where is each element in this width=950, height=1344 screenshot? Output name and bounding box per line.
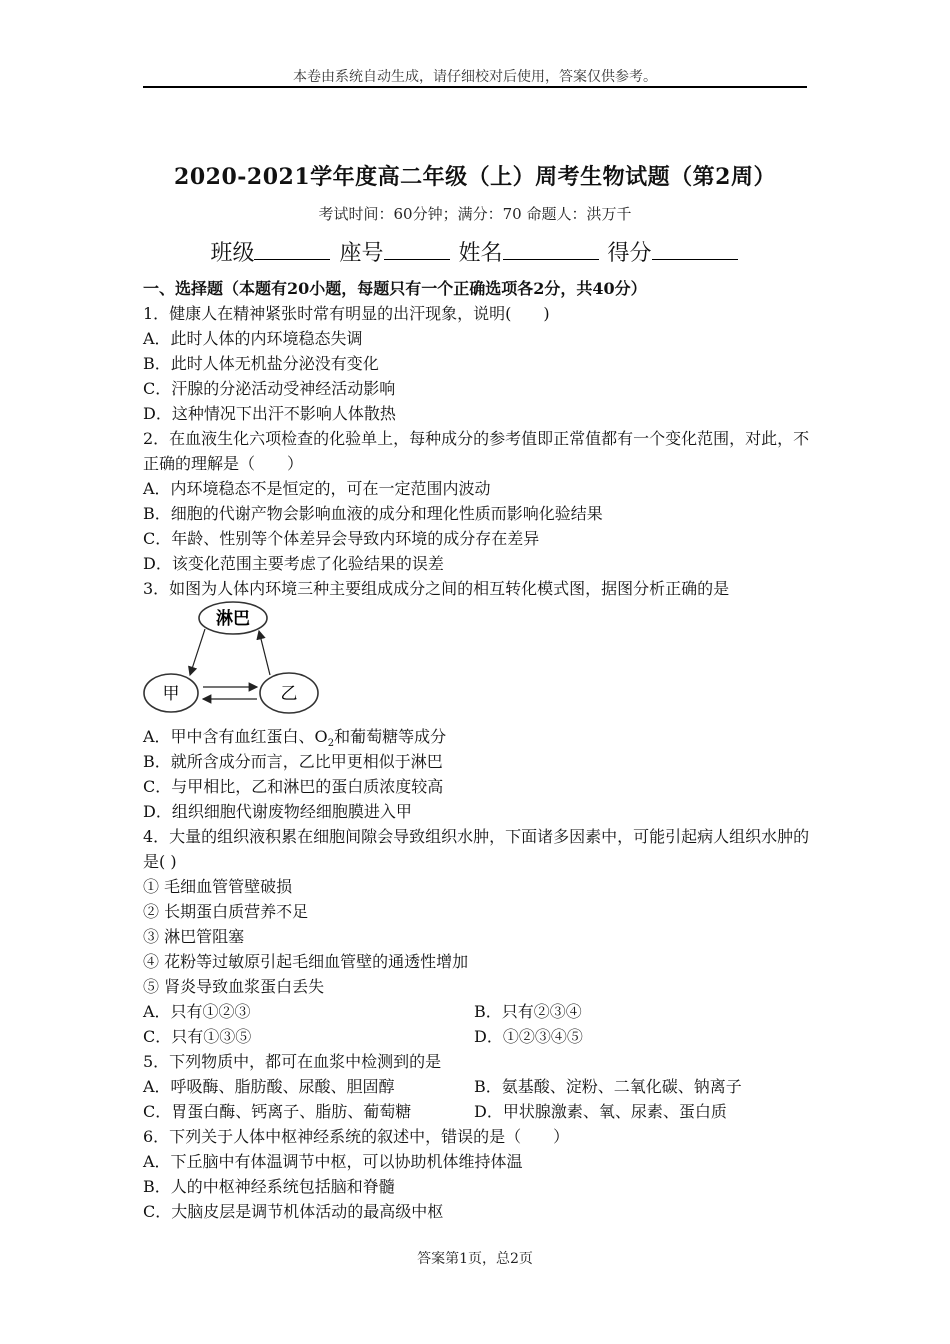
yi-to-lymph-arrow [259, 631, 270, 675]
question-6 [143, 1124, 811, 1224]
question-5 [143, 1049, 811, 1124]
option-a: A．只有①②③ [143, 1002, 251, 1021]
seat-blank[interactable] [384, 237, 450, 260]
exam-title: 2020-2021学年度高二年级（上）周考生物试题（第2周） [174, 164, 776, 190]
seat-label: 座号 [339, 241, 384, 266]
question-3 [143, 576, 811, 824]
question-content [143, 276, 811, 1224]
header-note: 本卷由系统自动生成，请仔细校对后使用，答案仅供参考。 [293, 69, 657, 85]
jia-label: 甲 [162, 684, 180, 704]
option-c: C．年龄、性别等个体差异会导致内环境的成分存在差异 [143, 529, 540, 548]
factor-item: ③ 淋巴管阻塞 [143, 927, 245, 946]
option-b: B．此时人体无机盐分泌没有变化 [143, 354, 379, 373]
oxygen-subscript: 2 [327, 738, 335, 750]
question-2 [143, 426, 811, 576]
option-d: D．组织细胞代谢废物经细胞膜进入甲 [143, 802, 412, 821]
option-a: A．呼吸酶、脂肪酸、尿酸、胆固醇 [143, 1077, 395, 1096]
option-d: D．这种情况下出汗不影响人体散热 [143, 404, 396, 423]
question-stem: 3．如图为人体内环境三种主要组成成分之间的相互转化模式图，据图分析正确的是 [143, 579, 730, 598]
question-stem: 5．下列物质中，都可在血浆中检测到的是 [143, 1052, 442, 1071]
options-row [143, 999, 811, 1024]
lymph-label: 淋巴 [216, 609, 250, 629]
question-1 [143, 301, 811, 426]
option-a-text-end: 和葡萄糖等成分 [334, 727, 447, 746]
score-label: 得分 [607, 241, 652, 266]
option-b: B．人的中枢神经系统包括脑和脊髓 [143, 1177, 395, 1196]
lymph-to-jia-arrow [190, 629, 205, 675]
option-a [143, 724, 811, 749]
option-d: D．①②③④⑤ [474, 1027, 583, 1046]
section-title: 一、选择题（本题有20小题，每题只有一个正确选项各2分，共40分） [143, 279, 647, 298]
factor-item: ⑤ 肾炎导致血浆蛋白丢失 [143, 977, 325, 996]
option-c: C．胃蛋白酶、钙离子、脂肪、葡萄糖 [143, 1102, 412, 1121]
option-a: A．下丘脑中有体温调节中枢，可以协助机体维持体温 [143, 1152, 523, 1171]
option-b: B．只有②③④ [474, 1002, 582, 1021]
option-c: C．汗腺的分泌活动受神经活动影响 [143, 379, 396, 398]
option-b: B．氨基酸、淀粉、二氧化碳、钠离子 [474, 1077, 742, 1096]
question-4 [143, 824, 811, 1049]
factor-item: ① 毛细血管管壁破损 [143, 877, 293, 896]
factor-item: ④ 花粉等过敏原引起毛细血管壁的通透性增加 [143, 952, 469, 971]
question-stem: 6．下列关于人体中枢神经系统的叙述中，错误的是（ ） [143, 1127, 570, 1146]
options-row [143, 1074, 811, 1099]
yi-label: 乙 [280, 684, 298, 704]
option-b: B．就所含成分而言，乙比甲更相似于淋巴 [143, 752, 443, 771]
student-info-fields [0, 236, 950, 267]
class-label: 班级 [210, 241, 255, 266]
class-blank[interactable] [254, 237, 330, 260]
option-d: D．该变化范围主要考虑了化验结果的误差 [143, 554, 444, 573]
header-rule [143, 86, 807, 88]
factor-item: ② 长期蛋白质营养不足 [143, 902, 309, 921]
option-a-text: A．甲中含有血红蛋白、O [143, 727, 328, 746]
score-blank[interactable] [652, 237, 738, 260]
options-row [143, 1024, 811, 1049]
diagram-svg [143, 601, 323, 721]
page-footer: 答案第1页，总2页 [417, 1251, 533, 1267]
option-a: A．内环境稳态不是恒定的，可在一定范围内波动 [143, 479, 491, 498]
option-d: D．甲状腺激素、氧、尿素、蛋白质 [474, 1102, 727, 1121]
option-c: C．只有①③⑤ [143, 1027, 252, 1046]
question-stem: 2．在血液生化六项检查的化验单上，每种成分的参考值即正常值都有一个变化范围，对此，不正确的理解是（ ） [143, 429, 810, 473]
fluid-conversion-diagram [143, 601, 811, 724]
option-c: C．与甲相比，乙和淋巴的蛋白质浓度较高 [143, 777, 444, 796]
options-row [143, 1099, 811, 1124]
question-stem: 1．健康人在精神紧张时常有明显的出汗现象，说明( ) [143, 304, 550, 323]
exam-subtitle: 考试时间：60分钟；满分：70 命题人：洪万千 [318, 205, 632, 223]
option-c: C．大脑皮层是调节机体活动的最高级中枢 [143, 1202, 444, 1221]
name-blank[interactable] [503, 237, 599, 260]
option-a: A．此时人体的内环境稳态失调 [143, 329, 363, 348]
question-stem: 4．大量的组织液积累在细胞间隙会导致组织水肿，下面诸多因素中，可能引起病人组织水肿的是( ) [143, 827, 810, 871]
option-b: B．细胞的代谢产物会影响血液的成分和理化性质而影响化验结果 [143, 504, 603, 523]
name-label: 姓名 [458, 241, 503, 266]
